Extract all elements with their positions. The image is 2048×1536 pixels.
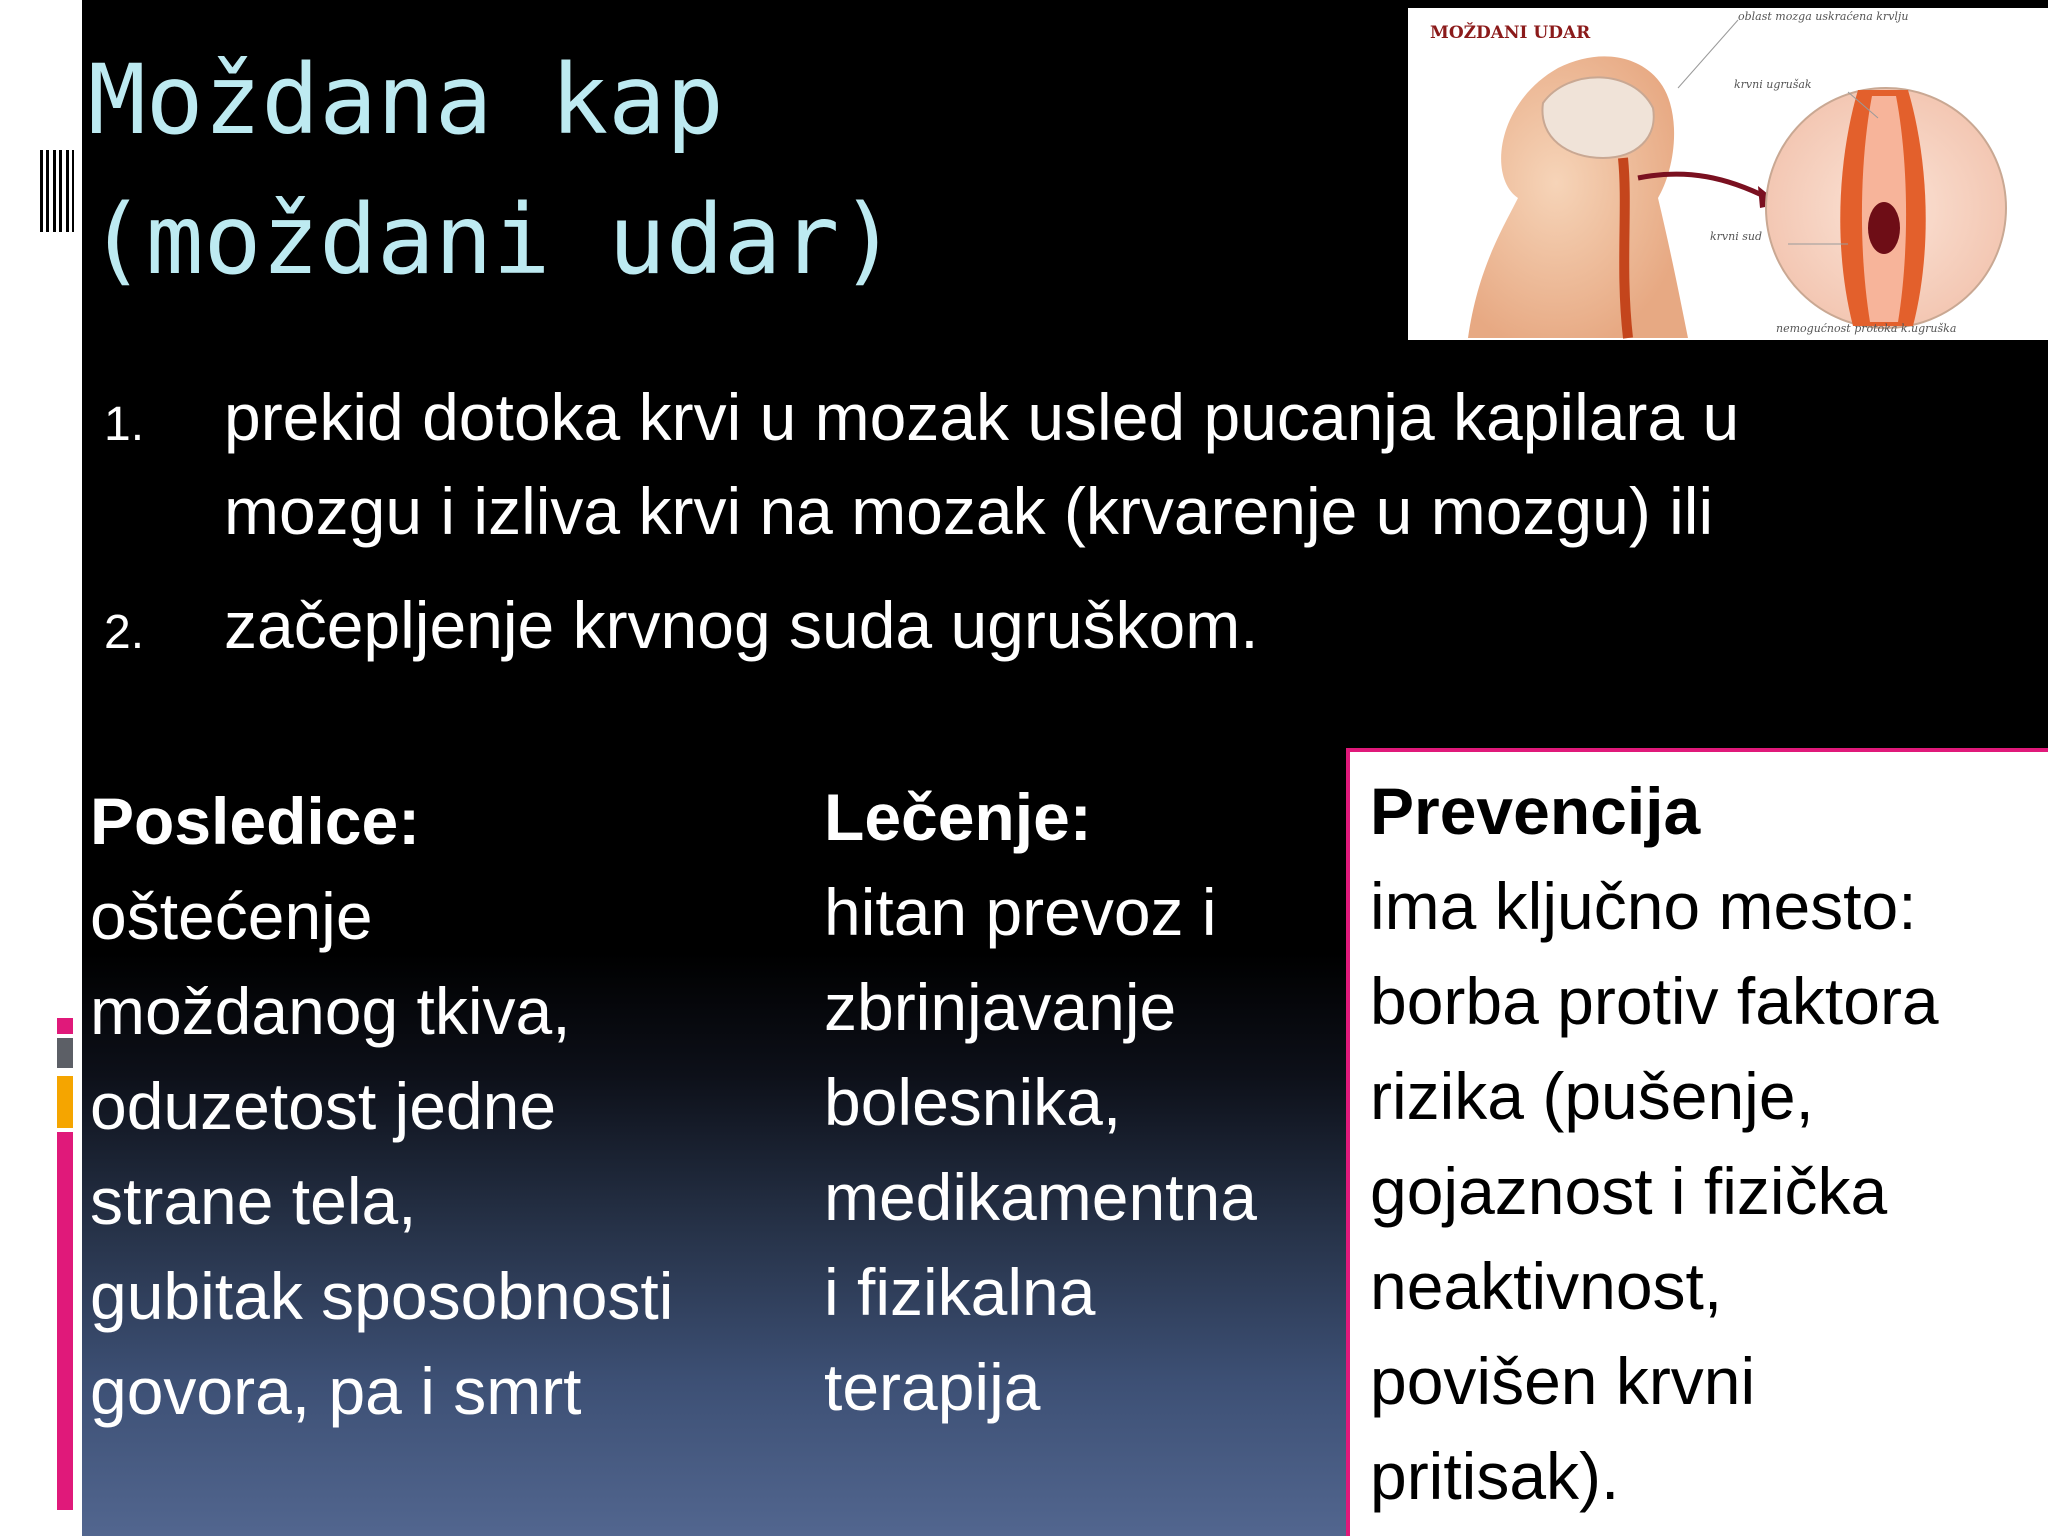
- list-item-text: mozgu i izliva krvi na mozak (krvarenje u mozgu) ili: [224, 474, 1714, 548]
- prevention-line: povišen krvni: [1370, 1344, 1756, 1418]
- title-line: Moždana kap: [88, 44, 724, 156]
- consequences-line: govora, pa i smrt: [90, 1354, 582, 1428]
- figure-label: nemogućnost protoka k.ugruška: [1776, 322, 1957, 335]
- list-number: 1.: [104, 398, 145, 451]
- accent-bar-pink-top: [57, 1018, 73, 1034]
- artery-shape: [1623, 158, 1628, 338]
- blood-clot: [1868, 202, 1900, 254]
- accent-bar-gold: [57, 1076, 73, 1128]
- consequences-line: oduzetost jedne: [90, 1069, 557, 1143]
- slide-title: [88, 30, 897, 310]
- list-item: [100, 370, 1940, 558]
- consequences-column: [90, 774, 790, 1439]
- figure-label: krvni ugrušak: [1734, 78, 1812, 91]
- list-item-text: začepljenje krvnog suda ugruškom.: [224, 588, 1259, 662]
- treatment-line: i fizikalna: [824, 1255, 1096, 1329]
- list-item: [100, 578, 1940, 672]
- cause-list: [100, 370, 1940, 692]
- accent-bar-grey: [57, 1038, 73, 1068]
- treatment-line: terapija: [824, 1350, 1041, 1424]
- prevention-line: pritisak).: [1370, 1439, 1620, 1513]
- left-margin: [0, 0, 82, 1536]
- title-line: (moždani udar): [88, 184, 898, 296]
- list-number: 2.: [104, 606, 145, 659]
- consequences-line: oštećenje: [90, 879, 373, 953]
- prevention-heading: Prevencija: [1370, 774, 1701, 848]
- label-leader-line: [1678, 20, 1738, 88]
- stroke-illustration: [1408, 8, 2048, 340]
- consequences-heading: Posledice:: [90, 784, 421, 858]
- treatment-line: zbrinjavanje: [824, 970, 1177, 1044]
- prevention-line: borba protiv faktora: [1370, 964, 1939, 1038]
- figure-label: krvni sud: [1710, 230, 1763, 243]
- consequences-line: strane tela,: [90, 1164, 417, 1238]
- decorative-stripes: [40, 150, 74, 232]
- prevention-line: ima ključno mesto:: [1370, 869, 1917, 943]
- treatment-line: bolesnika,: [824, 1065, 1122, 1139]
- consequences-line: moždanog tkiva,: [90, 974, 571, 1048]
- prevention-column: [1370, 764, 2030, 1524]
- figure-heading: MOŽDANI UDAR: [1430, 23, 1591, 43]
- list-item-text: prekid dotoka krvi u mozak usled pucanja kapilara u: [224, 380, 1740, 454]
- prevention-line: rizika (pušenje,: [1370, 1059, 1814, 1133]
- treatment-line: medikamentna: [824, 1160, 1257, 1234]
- treatment-heading: Lečenje:: [824, 780, 1092, 854]
- prevention-line: gojaznost i fizička: [1370, 1154, 1888, 1228]
- accent-bar-pink: [57, 1132, 73, 1510]
- treatment-column: [824, 770, 1344, 1435]
- prevention-line: neaktivnost,: [1370, 1249, 1723, 1323]
- figure-label: oblast mozga uskraćena krvlju: [1738, 10, 1909, 23]
- treatment-line: hitan prevoz i: [824, 875, 1217, 949]
- consequences-line: gubitak sposobnosti: [90, 1259, 674, 1333]
